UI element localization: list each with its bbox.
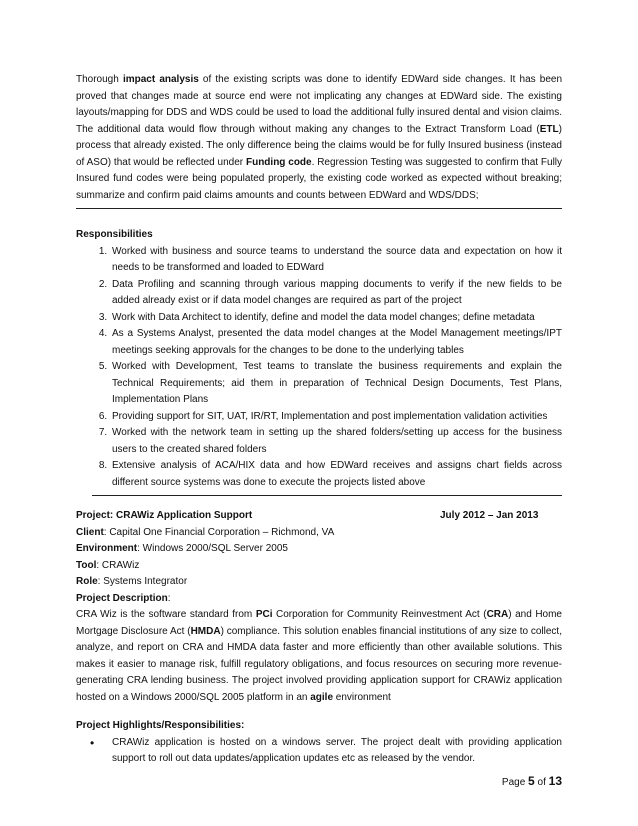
highlights-heading: Project Highlights/Responsibilities: [76,720,245,731]
project-dates: July 2012 – Jan 2013 [440,510,539,521]
project-description-label: Project Description: [76,592,171,604]
list-item: 8. Extensive analysis of ACA/HIX data and how EDWard receives and assigns chart fields across different source systems was done to execute the projects listed above [110,458,562,491]
list-item: • CRAWiz application is hosted on a windows server. The project dealt with providing application support to roll out data updates/application updates etc as released by the vendor. [110,735,562,768]
total-pages: 13 [548,774,562,788]
page-number: 5 [528,774,535,788]
responsibilities-list [76,244,562,492]
list-item: 7. Worked with the network team in setting up the shared folders/setting up access for the business users to the created shared folders [110,425,562,458]
project-header [76,508,562,525]
list-item: 1. Worked with business and source teams to understand the source data and expectation on how it needs to be transformed and loaded to EDWard [110,244,562,277]
project-tool: Tool: CRAWiz [76,559,140,571]
highlights-list [76,735,562,768]
list-item: 4. As a Systems Analyst, presented the data model changes at the Model Management meetings/IPT meetings seeking approvals for the changes to be done to the underlying tables [110,326,562,359]
project-description: CRA Wiz is the software standard from PCi Corporation for Community Reinvestment Act (CRA) and Home Mortgage Disclosure Act (HMDA) compliance. This solution enables financial institutions of any size to collect, analyze, and report on CRA and HMDA data faster and more efficiently than other available solutions. This makes it easier to manage risk, fulfill regulatory obligations, and focus resources on securing more revenue-generating CRA lending business. The project involved providing application support for CRAWiz application hosted on a Windows 2000/SQL 2005 platform in an agile environment [76,609,562,703]
project-role: Role: Systems Integrator [76,576,188,587]
responsibilities-heading: Responsibilities [76,229,153,240]
list-item: 6. Providing support for SIT, UAT, IR/RT, Implementation and post implementation validation activities [110,409,562,426]
list-item: 2. Data Profiling and scanning through various mapping documents to verify if the new fields to be added already exist or if data model changes are required as part of the project [110,277,562,310]
project-title: Project: CRAWiz Application Support [76,510,253,521]
project-client: Client: Capital One Financial Corporation – Richmond, VA [76,526,335,538]
list-item: 3. Work with Data Architect to identify, define and model the data model changes; define metadata [110,310,562,327]
page-content [76,72,562,768]
project-environment: Environment: Windows 2000/SQL Server 2005 [76,543,288,554]
list-item: 5. Worked with Development, Test teams to translate the business requirements and explain the Technical Requirements; aid them in preparation of Technical Design Documents, Test Plans, Implementation Plans [110,359,562,409]
intro-paragraph: Thorough impact analysis of the existing scripts was done to identify EDWard side changes. It has been proved that changes made at source end were not implicating any changes at EDWard side. The existing layouts/mapping for DDS and WDS could be used to load the additional fully insured dental and vision claims. The additional data would flow through without making any changes to the Extract Transform Load (ETL) process that already existed. The only difference being the claims would be for fully Insured business (instead of ASO) that would be reflected under Funding code. Regression Testing was suggested to confirm that Fully Insured fund codes were being populated properly, the existing code worked as expected without breaking; summarize and confirm paid claims amounts and counts between EDWard and WDS/DDS; [76,74,563,201]
page-footer: Page 5 of 13 [501,774,562,788]
